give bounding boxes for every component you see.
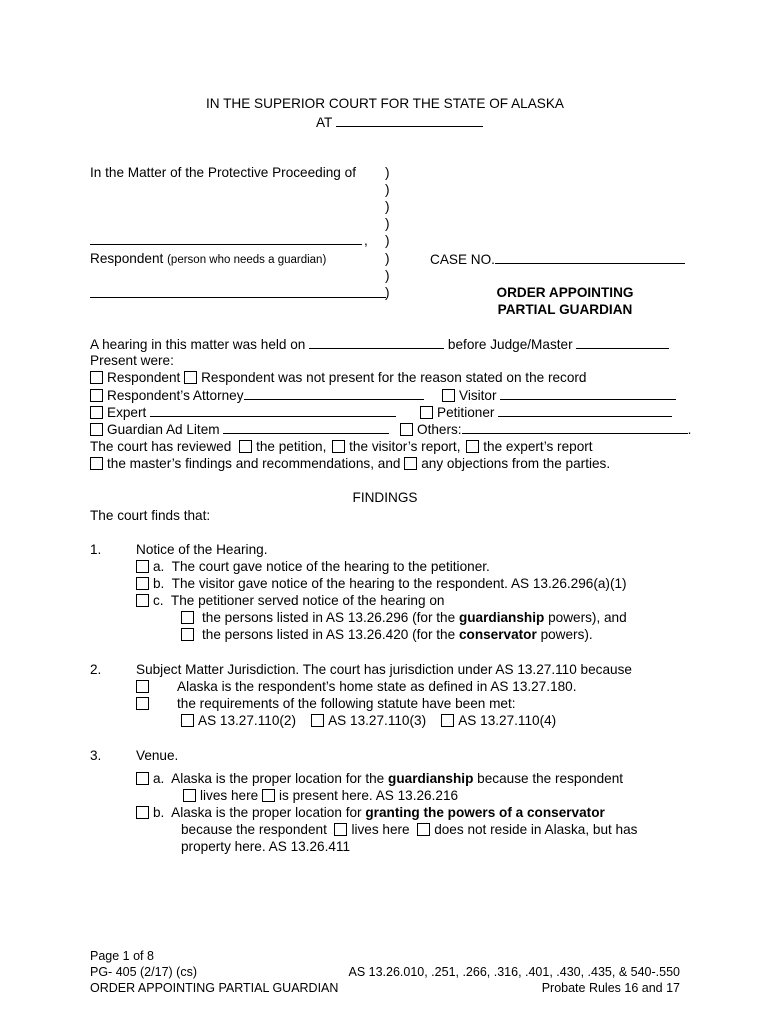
experts-report-label: the expert’s report xyxy=(483,439,593,454)
paren: ) xyxy=(385,199,390,214)
item2-title: Subject Matter Jurisdiction. The court has jurisdiction under AS 13.27.110 because xyxy=(136,662,632,677)
item2-number: 2. xyxy=(90,662,102,677)
visitor-name-field[interactable] xyxy=(500,386,676,400)
item1-c2 xyxy=(181,626,593,643)
item3-a-label: a. xyxy=(153,771,165,786)
hearing-date-field[interactable] xyxy=(309,335,444,349)
expert-checkbox[interactable] xyxy=(90,406,103,419)
at-label: AT xyxy=(316,115,333,130)
item1-c1-checkbox[interactable] xyxy=(181,611,194,624)
item1-c1-bold: guardianship xyxy=(458,610,545,625)
visitors-report-label: the visitor’s report, xyxy=(349,439,461,454)
visitor-label: Visitor xyxy=(459,388,497,403)
item3-b-line3: property here. AS 13.26.411 xyxy=(181,839,351,854)
petitioner-checkbox[interactable] xyxy=(420,406,433,419)
masters-findings-label: the master’s findings and recommendations, and xyxy=(107,456,401,471)
visitors-report-checkbox[interactable] xyxy=(332,440,345,453)
statute-4-checkbox[interactable] xyxy=(441,714,454,727)
item2-opt1-checkbox[interactable] xyxy=(136,680,149,693)
item1-c1-pre: the persons listed in AS 13.26.296 (for the xyxy=(202,610,456,625)
attorney-label: Respondent’s Attorney xyxy=(107,388,244,403)
case-no-label: CASE NO. xyxy=(430,252,495,267)
caption-comma: , xyxy=(364,233,368,248)
item1-c2-checkbox[interactable] xyxy=(181,628,194,641)
court-heading: IN THE SUPERIOR COURT FOR THE STATE OF ALASKA xyxy=(205,96,565,111)
paren: ) xyxy=(385,268,390,283)
item1-b-label: b. xyxy=(153,576,165,591)
objections-checkbox[interactable] xyxy=(404,457,417,470)
statute-3-checkbox[interactable] xyxy=(311,714,324,727)
document-title-line2: PARTIAL GUARDIAN xyxy=(497,302,633,317)
visitor-checkbox[interactable] xyxy=(442,389,455,402)
petition-checkbox[interactable] xyxy=(239,440,252,453)
experts-report-checkbox[interactable] xyxy=(466,440,479,453)
court-location-field[interactable] xyxy=(336,113,483,127)
attorney-checkbox[interactable] xyxy=(90,389,103,402)
item3-b-bold: granting the powers of a conservator xyxy=(365,805,605,820)
venue-lives-here-checkbox[interactable] xyxy=(183,789,196,802)
reviewed-line xyxy=(90,438,593,455)
statute-2-checkbox[interactable] xyxy=(181,714,194,727)
findings-heading: FINDINGS xyxy=(352,490,418,505)
caption-bottom-line xyxy=(90,297,386,298)
matter-label: In the Matter of the Protective Proceeding of xyxy=(90,165,356,180)
petition-label: the petition, xyxy=(256,439,327,454)
item1-c1 xyxy=(181,609,627,626)
venue-lives-here-label: lives here xyxy=(200,788,259,803)
others-field[interactable] xyxy=(462,420,688,434)
court-location-line xyxy=(316,113,483,131)
item3-number: 3. xyxy=(90,748,102,763)
statute-2-label: AS 13.27.110(2) xyxy=(198,713,296,728)
item3-b xyxy=(136,804,605,821)
item1-number: 1. xyxy=(90,542,102,557)
item3-b-line2-pre: because the respondent xyxy=(181,822,327,837)
item1-c1-post: powers), and xyxy=(548,610,627,625)
item1-a-label: a. xyxy=(153,559,165,574)
respondent-present-checkbox[interactable] xyxy=(90,371,103,384)
item2-opt1-text: Alaska is the respondent’s home state as defined in AS 13.27.180. xyxy=(177,679,577,694)
item1-c2-pre: the persons listed in AS 13.26.420 (for the xyxy=(202,627,456,642)
page-number: Page 1 of 8 xyxy=(90,949,154,963)
item2-opt2-checkbox[interactable] xyxy=(136,697,149,710)
document-title-line1: ORDER APPOINTING xyxy=(496,285,634,300)
paren: ) xyxy=(385,165,390,180)
item1-c-label: c. xyxy=(153,593,164,608)
hearing-line xyxy=(90,335,669,353)
item1-c-text: The petitioner served notice of the hearing on xyxy=(170,593,445,608)
item3-a-checkbox[interactable] xyxy=(136,772,149,785)
conservator-not-reside-checkbox[interactable] xyxy=(417,823,430,836)
objections-label: any objections from the parties. xyxy=(421,456,611,471)
conservator-lives-here-checkbox[interactable] xyxy=(334,823,347,836)
case-number-line xyxy=(430,250,685,268)
present-visitor xyxy=(442,386,676,404)
others-label: Others: xyxy=(417,422,462,437)
respondent-name-field[interactable] xyxy=(90,244,362,245)
form-title: ORDER APPOINTING PARTIAL GUARDIAN xyxy=(90,981,339,995)
item2-opt2 xyxy=(136,695,516,712)
item3-a-pre: Alaska is the proper location for the xyxy=(171,771,385,786)
item1-a xyxy=(136,558,490,575)
paren: ) xyxy=(385,182,390,197)
form-number: PG- 405 (2/17) (cs) xyxy=(90,965,197,979)
item2-statutes xyxy=(181,712,556,729)
others-checkbox[interactable] xyxy=(400,423,413,436)
paren: ) xyxy=(385,251,390,266)
item1-c xyxy=(136,592,444,609)
respondent-absent-label: Respondent was not present for the reason stated on the record xyxy=(201,370,587,385)
respondent-label: Respondent xyxy=(90,251,164,266)
others-period: . xyxy=(687,422,692,437)
paren: ) xyxy=(385,285,390,300)
venue-present-here-label: is present here. AS 13.26.216 xyxy=(278,788,459,803)
item3-b-pre: Alaska is the proper location for xyxy=(171,805,362,820)
judge-name-field[interactable] xyxy=(576,335,669,349)
petitioner-name-field[interactable] xyxy=(498,403,672,417)
expert-label: Expert xyxy=(107,405,147,420)
respondent-absent-checkbox[interactable] xyxy=(184,371,197,384)
item3-a xyxy=(136,770,623,787)
statute-4-label: AS 13.27.110(4) xyxy=(458,713,557,728)
conservator-not-reside-label: does not reside in Alaska, but has xyxy=(434,822,638,837)
item1-c2-post: powers). xyxy=(540,627,593,642)
before-judge-label: before Judge/Master xyxy=(447,337,573,352)
gal-checkbox[interactable] xyxy=(90,423,103,436)
item1-b-checkbox[interactable] xyxy=(136,577,149,590)
gal-name-field[interactable] xyxy=(223,420,389,434)
conservator-lives-here-label: lives here xyxy=(351,822,410,837)
attorney-name-field[interactable] xyxy=(244,386,424,400)
statute-3-label: AS 13.27.110(3) xyxy=(328,713,427,728)
masters-findings-checkbox[interactable] xyxy=(90,457,103,470)
respondent-caption xyxy=(90,250,326,269)
item3-b-checkbox[interactable] xyxy=(136,806,149,819)
item2-opt1 xyxy=(136,678,577,695)
paren: ) xyxy=(385,233,390,248)
present-petitioner xyxy=(420,403,672,421)
findings-intro: The court finds that: xyxy=(90,508,211,523)
present-expert-line xyxy=(90,403,396,421)
petitioner-label: Petitioner xyxy=(437,405,495,420)
item3-a-options xyxy=(181,787,458,804)
item1-b-text: The visitor gave notice of the hearing to the respondent. AS 13.26.296(a)(1) xyxy=(171,576,627,591)
probate-rules: Probate Rules 16 and 17 xyxy=(541,981,680,995)
present-respondent-line xyxy=(90,369,587,386)
reviewed-label: The court has reviewed xyxy=(90,439,232,454)
paren: ) xyxy=(385,216,390,231)
item1-c2-bold: conservator xyxy=(458,627,537,642)
item3-b-label: b. xyxy=(153,805,165,820)
gal-label: Guardian Ad Litem xyxy=(107,422,220,437)
item3-b-line2 xyxy=(181,821,637,838)
item2-opt2-text: the requirements of the following statute have been met: xyxy=(177,696,516,711)
present-attorney-line xyxy=(90,386,424,404)
venue-present-here-checkbox[interactable] xyxy=(262,789,275,802)
masters-findings-line xyxy=(90,455,610,472)
case-number-field[interactable] xyxy=(495,250,685,264)
hearing-held-label: A hearing in this matter was held on xyxy=(90,337,306,352)
respondent-note: (person who needs a guardian) xyxy=(167,254,327,266)
expert-name-field[interactable] xyxy=(150,403,396,417)
present-were-label: Present were: xyxy=(90,353,174,368)
item3-title: Venue. xyxy=(136,748,179,763)
respondent-present-label: Respondent xyxy=(107,370,181,385)
present-gal-line xyxy=(90,420,389,438)
present-others xyxy=(400,420,691,438)
item1-b xyxy=(136,575,627,592)
item1-a-text: The court gave notice of the hearing to the petitioner. xyxy=(171,559,490,574)
item3-a-bold: guardianship xyxy=(388,771,474,786)
item1-a-checkbox[interactable] xyxy=(136,560,149,573)
statute-references: AS 13.26.010, .251, .266, .316, .401, .430, .435, & 540-.550 xyxy=(348,965,680,979)
item1-c-checkbox[interactable] xyxy=(136,594,149,607)
item1-title: Notice of the Hearing. xyxy=(136,542,268,557)
item3-a-post: because the respondent xyxy=(477,771,624,786)
